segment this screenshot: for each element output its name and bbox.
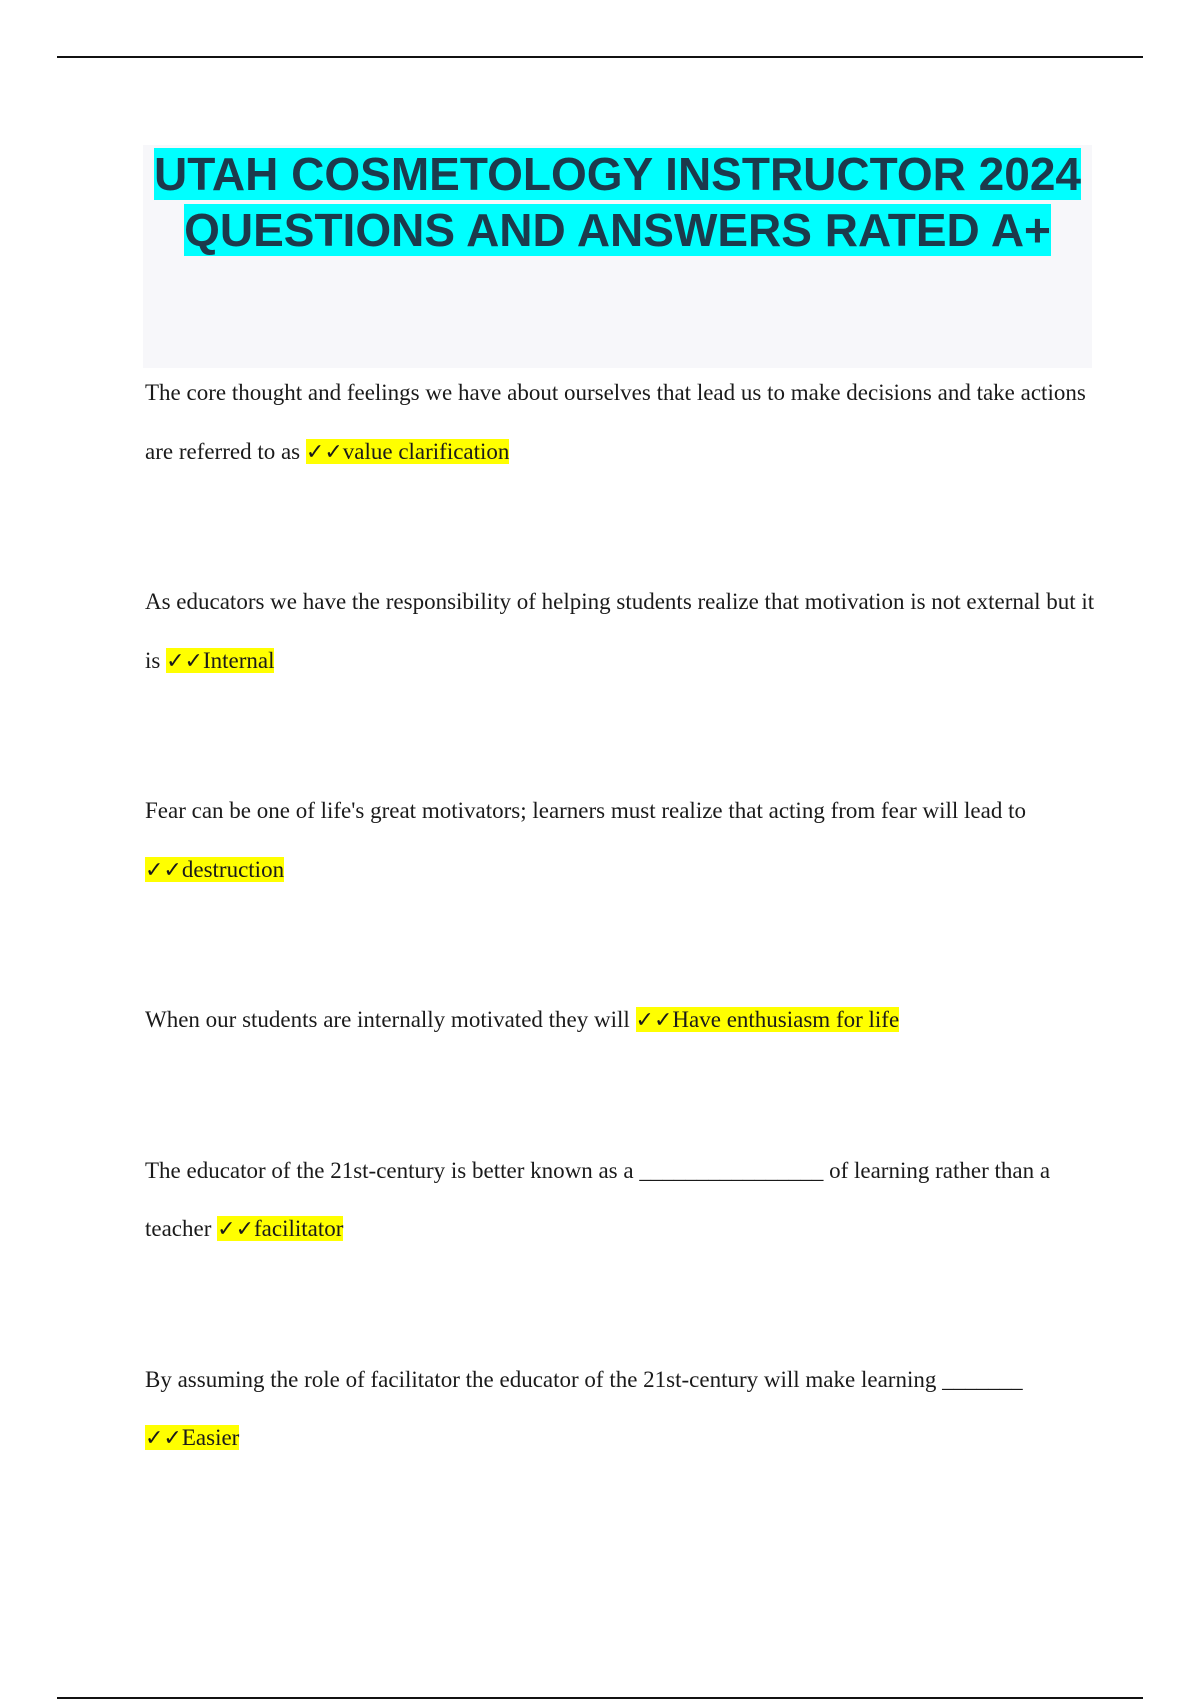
double-check-icon: ✓✓ [145, 1426, 182, 1451]
answer-text: Easier [181, 1425, 240, 1450]
bottom-rule [57, 1697, 1143, 1699]
qa-list [145, 364, 1095, 1560]
double-check-icon: ✓✓ [166, 648, 203, 674]
answer-highlight [166, 648, 274, 673]
answer-highlight [636, 1007, 900, 1032]
qa-item [145, 1142, 1095, 1260]
answer-highlight [306, 439, 510, 464]
question-text: When our students are internally motivated they will [145, 1007, 630, 1032]
question-text: The core thought and feelings we have about ourselves that lead us to make decisions and take actions are referred to as [145, 380, 1086, 464]
question-text: Fear can be one of life's great motivators; learners must realize that acting from fear will lead to [145, 798, 1026, 823]
question-text: By assuming the role of facilitator the educator of the 21st-century will make learning _______ [145, 1366, 1023, 1392]
top-rule [57, 56, 1143, 58]
answer-text: value clarification [342, 438, 510, 464]
double-check-icon: ✓✓ [305, 439, 343, 465]
answer-text: Have enthusiasm for life [672, 1007, 900, 1032]
question-text: As educators we have the responsibility of helping students realize that motivation is not external but it is [145, 589, 1095, 673]
answer-text: destruction [181, 856, 285, 882]
answer-highlight [145, 1425, 239, 1450]
qa-item [145, 364, 1095, 482]
double-check-icon: ✓✓ [217, 1217, 255, 1242]
answer-text: Internal [202, 647, 275, 673]
title-block [143, 145, 1092, 368]
document-title [143, 145, 1092, 258]
qa-item [145, 1351, 1095, 1469]
answer-text: facilitator [254, 1216, 344, 1241]
qa-item [145, 782, 1095, 900]
question-text: The educator of the 21st-century is better known as a ________________ of learning rather than a teacher [145, 1157, 1051, 1241]
double-check-icon: ✓✓ [145, 857, 182, 883]
answer-highlight [145, 857, 284, 882]
qa-item [145, 991, 1095, 1051]
qa-item [145, 573, 1095, 691]
document-title-text: UTAH COSMETOLOGY INSTRUCTOR 2024 QUESTIONS AND ANSWERS RATED A+ [154, 148, 1081, 256]
double-check-icon: ✓✓ [635, 1008, 673, 1033]
answer-highlight [217, 1216, 343, 1241]
